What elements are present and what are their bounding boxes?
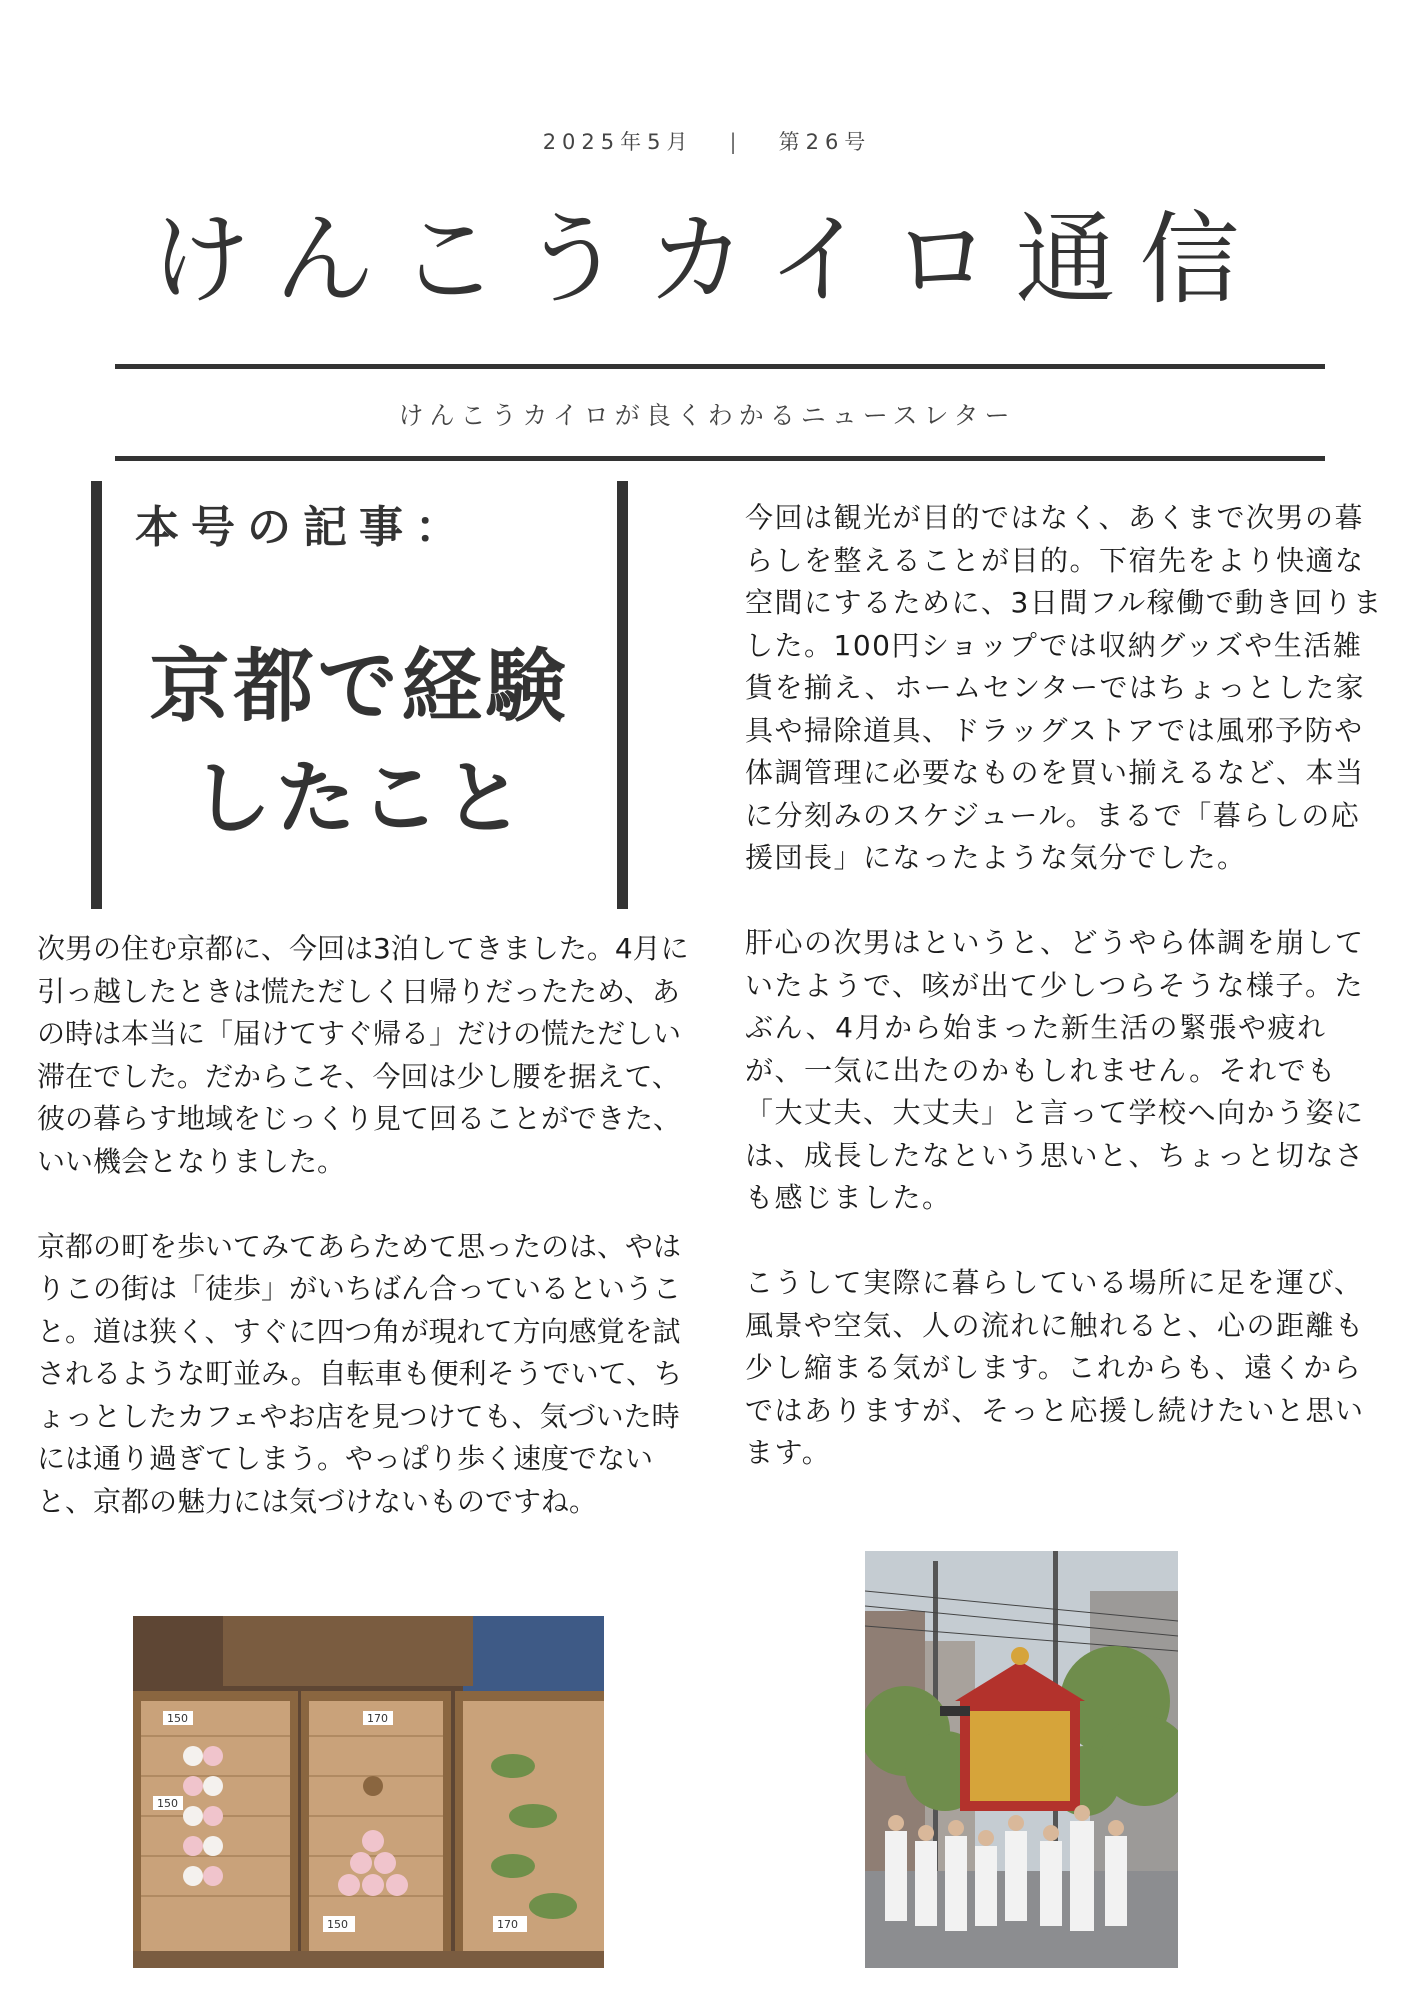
bottom-rule <box>115 456 1325 461</box>
issue-separator: | <box>729 130 743 154</box>
festival-photo <box>865 1551 1178 1968</box>
right-paragraph-1: 今回は観光が目的ではなく、あくまで次男の暮らしを整えることが目的。下宿先をより快適な空間にするために、3日間フル稼働で動き回りました。100円ショップでは収納グッズや生活雑貨を揃え、ホームセンターではちょっとした家具や掃除道具、ドラッグストアでは風邪予防や体調管理に必要なものを買い揃えるなど、本当に分刻みのスケジュール。まるで「暮らしの応援団長」になったような気分でした。 <box>745 501 1383 874</box>
issue-date: 2025年5月 <box>542 130 694 154</box>
right-paragraph-2: 肝心の次男はというと、どうやら体調を崩していたようで、咳が出て少しつらそうな様子。たぶん、4月から始まった新生活の緊張や疲れが、一気に出たのかもしれません。それでも「大丈夫、大丈夫」と言って学校へ向かう姿には、成長したなという思いと、ちょっと切なさも感じました。 <box>745 926 1365 1214</box>
newsletter-title: けんこうカイロ通信 <box>150 201 1264 318</box>
right-paragraph-3: こうして実際に暮らしている場所に足を運び、風景や空気、人の流れに触れると、心の距離も少し縮まる気がします。これからも、遠くからではありますが、そっと応援し続けたいと思います。 <box>745 1266 1365 1469</box>
left-paragraph-1: 次男の住む京都に、今回は3泊してきました。4月に引っ越したときは慌ただしく日帰りだったため、あの時は本当に「届けてすぐ帰る」だけの慌ただしい滞在でした。だからこそ、今回は少し腰を据えて、彼の暮らす地域をじっくり見て回ることができた、いい機会となりました。 <box>37 932 689 1178</box>
price-tag-2: 150 <box>327 1918 348 1931</box>
price-tag-4: 150 <box>157 1797 178 1810</box>
feature-left-bar <box>91 481 102 909</box>
issue-number: 第26号 <box>778 130 872 154</box>
feature-box <box>91 481 628 909</box>
tagline: けんこうカイロが良くわかるニュースレター <box>398 401 1016 430</box>
feature-headline-line2: したこと <box>191 752 528 845</box>
feature-headline <box>102 631 617 855</box>
price-tag-5: 170 <box>497 1918 518 1931</box>
price-tag-1: 150 <box>167 1712 188 1725</box>
issue-line <box>0 126 1414 156</box>
festival-illustration <box>865 1551 1178 1968</box>
sweets-illustration <box>133 1616 604 1968</box>
price-tag-3: 170 <box>367 1712 388 1725</box>
sweets-photo <box>133 1616 604 1968</box>
left-paragraph-2: 京都の町を歩いてみてあらためて思ったのは、やはりこの街は「徒歩」がいちばん合っているということ。道は狭く、すぐに四つ角が現れて方向感覚を試されるような町並み。自転車も便利そうでいて、ちょっとしたカフェやお店を見つけても、気づいた時には通り過ぎてしまう。やっぱり歩く速度でないと、京都の魅力には気づけないものですね。 <box>37 1229 683 1518</box>
right-column <box>745 497 1385 1475</box>
top-rule <box>115 364 1325 369</box>
feature-label: 本号の記事： <box>135 502 471 553</box>
left-column <box>37 928 697 1523</box>
feature-headline-line1: 京都で経験 <box>149 640 570 733</box>
feature-right-bar <box>617 481 628 909</box>
